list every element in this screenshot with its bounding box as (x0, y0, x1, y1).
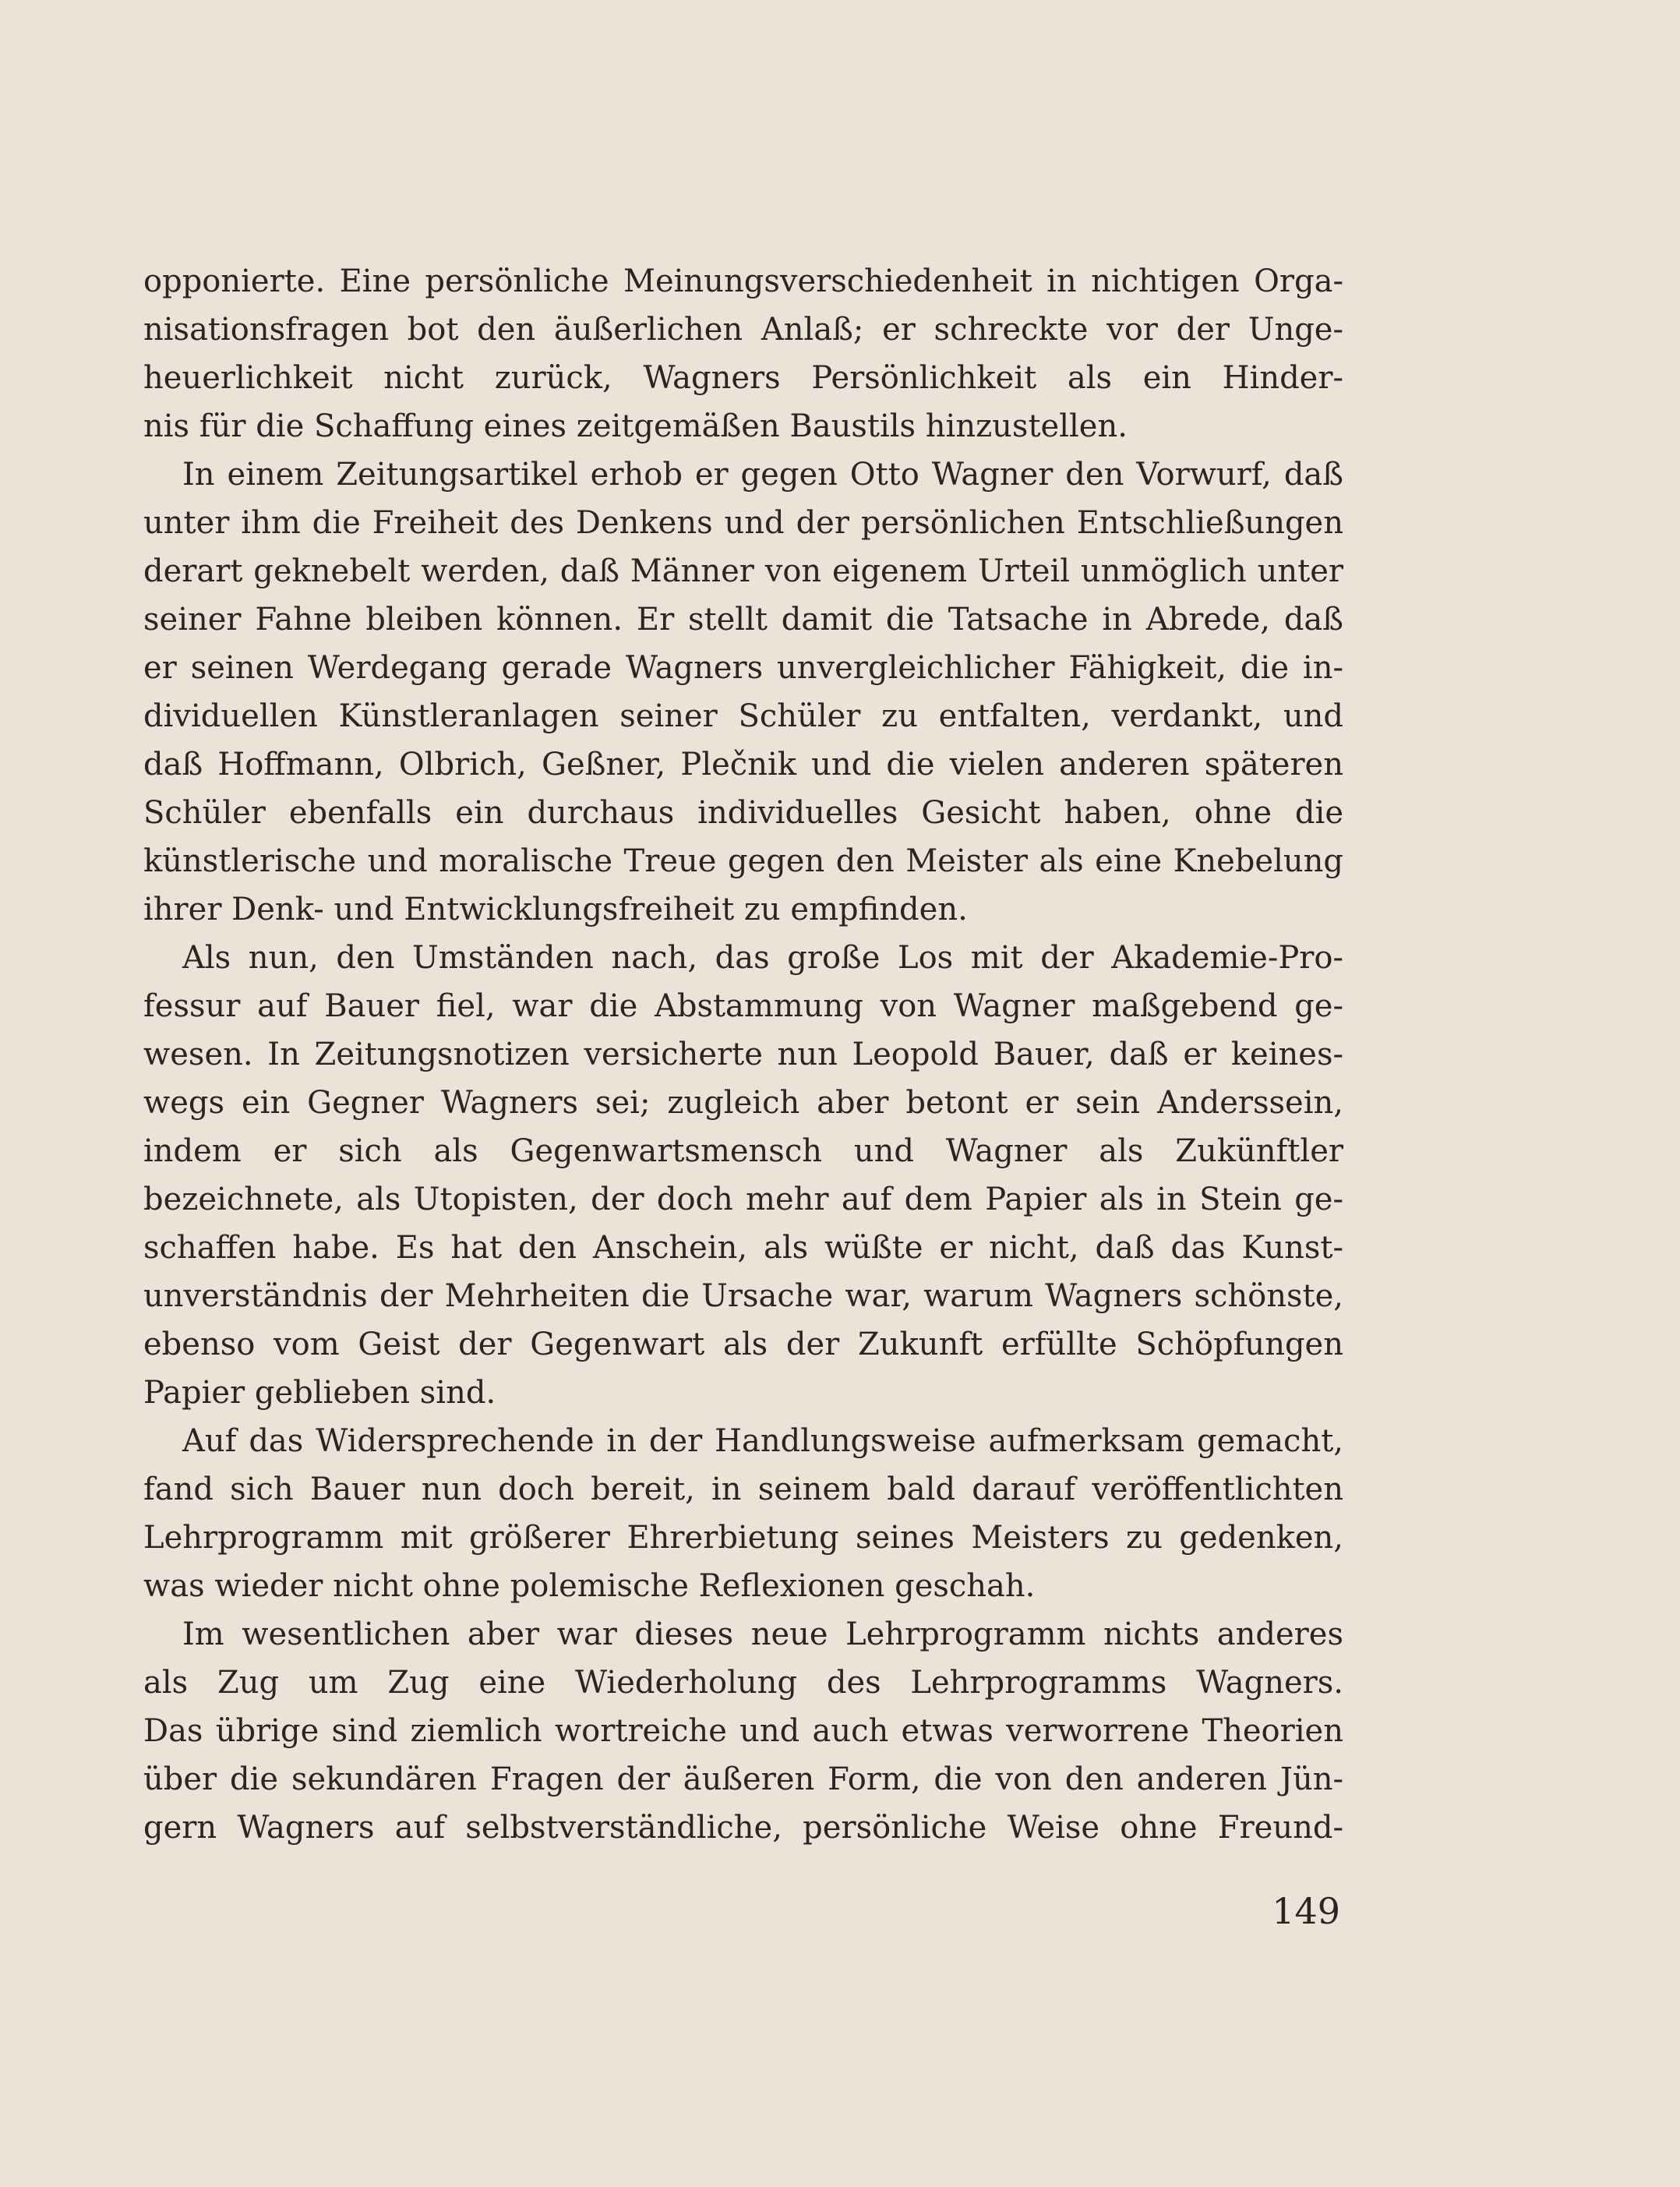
text-line: er seinen Werdegang gerade Wagners unvergleichlicher Fähigkeit, die in- (143, 650, 1343, 686)
text-line: schaffen habe. Es hat den Anschein, als wüßte er nicht, daß das Kunst- (143, 1230, 1343, 1266)
text-line: ihrer Denk- und Entwicklungsfreiheit zu empfinden. (143, 892, 968, 927)
text-line: derart geknebelt werden, daß Männer von eigenem Urteil unmöglich unter (143, 553, 1343, 589)
text-line: Lehrprogramm mit größerer Ehrerbietung seines Meisters zu gedenken, (143, 1520, 1343, 1556)
text-line: heuerlichkeit nicht zurück, Wagners Persönlichkeit als ein Hinder- (143, 360, 1343, 396)
text-line: künstlerische und moralische Treue gegen den Meister als eine Knebelung (143, 843, 1343, 879)
text-line: Auf das Widersprechende in der Handlungsweise aufmerksam gemacht, (182, 1423, 1343, 1459)
text-line: gern Wagners auf selbstverständliche, persönliche Weise ohne Freund- (143, 1810, 1343, 1846)
text-line: Das übrige sind ziemlich wortreiche und auch etwas verworrene Theorien (143, 1713, 1343, 1749)
text-line: Als nun, den Umständen nach, das große Los mit der Akademie-Pro- (182, 940, 1343, 976)
text-line: unter ihm die Freiheit des Denkens und der persönlichen Entschließungen (143, 505, 1343, 541)
text-line: nisationsfragen bot den äußerlichen Anlaß; er schreckte vor der Unge- (143, 312, 1343, 348)
text-line: opponierte. Eine persönliche Meinungsverschiedenheit in nichtigen Orga- (143, 263, 1343, 299)
text-line: dividuellen Künstleranlagen seiner Schüler zu entfalten, verdankt, und (143, 698, 1343, 734)
text-line: über die sekundären Fragen der äußeren Form, die von den anderen Jün- (143, 1761, 1343, 1797)
text-line: Schüler ebenfalls ein durchaus individuelles Gesicht haben, ohne die (143, 795, 1343, 831)
text-line: was wieder nicht ohne polemische Reflexionen geschah. (143, 1568, 1036, 1604)
text-line: fand sich Bauer nun doch bereit, in seinem bald darauf veröffentlichten (143, 1472, 1343, 1507)
text-line: Papier geblieben sind. (143, 1375, 496, 1411)
text-line: daß Hoffmann, Olbrich, Geßner, Plečnik und die vielen anderen späteren (143, 747, 1343, 783)
text-line: indem er sich als Gegenwartsmensch und Wagner als Zukünftler (143, 1133, 1343, 1169)
text-line: bezeichnete, als Utopisten, der doch mehr auf dem Papier als in Stein ge- (143, 1182, 1343, 1217)
text-line: wesen. In Zeitungsnotizen versicherte nun Leopold Bauer, daß er keines- (143, 1037, 1343, 1072)
text-line: In einem Zeitungsartikel erhob er gegen Otto Wagner den Vorwurf, daß (182, 457, 1343, 493)
text-line: seiner Fahne bleiben können. Er stellt damit die Tatsache in Abrede, daß (143, 602, 1343, 638)
body-text (143, 257, 1343, 1852)
page-number: 149 (1272, 1890, 1340, 1932)
text-line: unverständnis der Mehrheiten die Ursache war, warum Wagners schönste, (143, 1278, 1343, 1314)
text-line: fessur auf Bauer fiel, war die Abstammung von Wagner maßgebend ge- (143, 988, 1343, 1024)
text-line: wegs ein Gegner Wagners sei; zugleich aber betont er sein Anderssein, (143, 1085, 1343, 1121)
text-line: Im wesentlichen aber war dieses neue Lehrprogramm nichts anderes (182, 1616, 1343, 1652)
text-line: nis für die Schaffung eines zeitgemäßen Baustils hinzustellen. (143, 408, 1128, 444)
text-line: ebenso vom Geist der Gegenwart als der Zukunft erfüllte Schöpfungen (143, 1327, 1343, 1362)
text-line: als Zug um Zug eine Wiederholung des Lehrprogramms Wagners. (143, 1665, 1343, 1701)
